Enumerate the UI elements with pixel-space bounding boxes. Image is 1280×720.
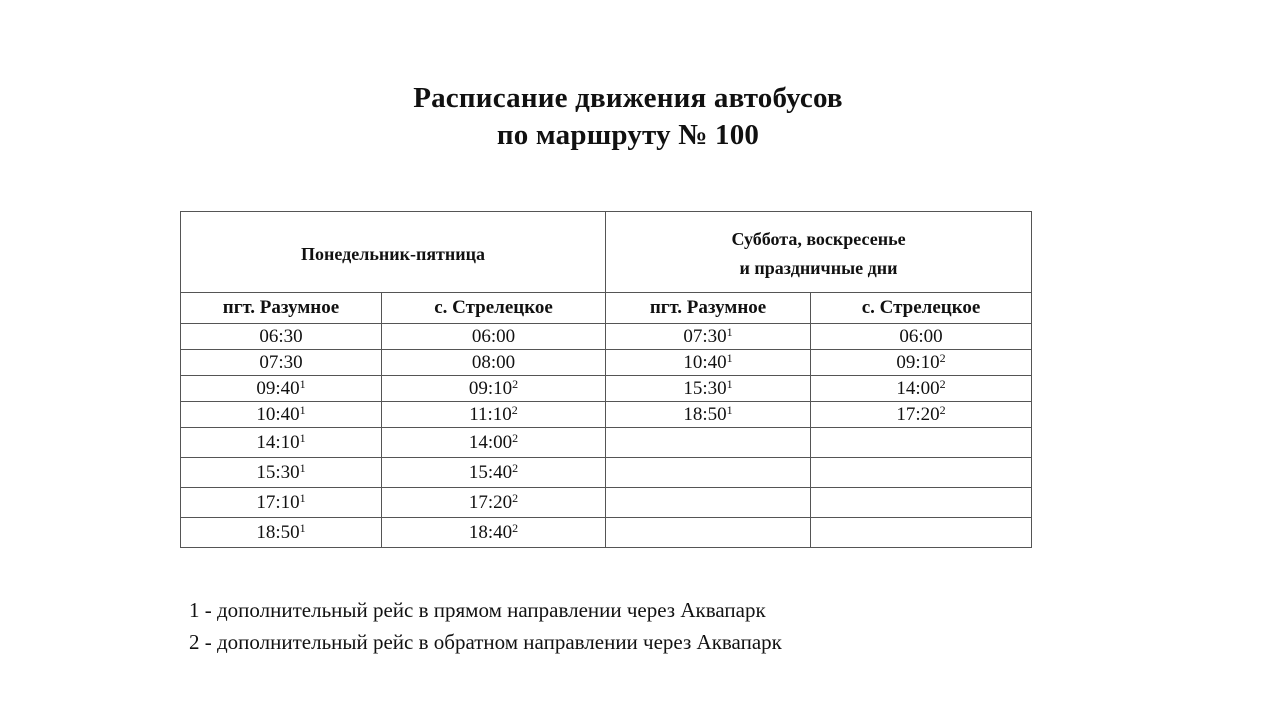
schedule-row [181,402,1032,428]
departure-time: 08:00 [471,351,516,373]
bus-schedule-table [180,211,1032,548]
departure-time: 18:50 [256,521,300,543]
time-cell-weekday-razumnoe [181,458,382,488]
stop-header-weekday-streletskoe: с. Стрелецкое [382,293,606,324]
footnote-marker: 2 [939,402,946,417]
stop-header-row [181,293,1032,324]
time-cell-weekend-streletskoe [811,428,1032,458]
departure-time: 07:30 [683,325,727,347]
footnote-marker: 1 [299,430,306,445]
time-cell-weekend-razumnoe [606,488,811,518]
departure-time: 09:10 [468,377,513,399]
time-cell-weekend-razumnoe [606,350,811,376]
footnote-marker: 1 [726,402,733,417]
schedule-row [181,458,1032,488]
footnote-marker: 1 [299,376,306,391]
departure-time: 10:40 [683,351,727,373]
footnote-marker: 1 [726,376,733,391]
time-cell-weekday-razumnoe [181,428,382,458]
time-cell-weekday-streletskoe [382,488,606,518]
departure-time: 18:40 [468,521,513,543]
time-cell-weekday-streletskoe [382,324,606,350]
time-cell-weekend-razumnoe [606,402,811,428]
footnote-marker: 2 [512,460,519,475]
time-cell-weekend-streletskoe [811,376,1032,402]
schedule-row [181,376,1032,402]
time-cell-weekend-razumnoe [606,324,811,350]
departure-time: 09:40 [256,377,300,399]
time-cell-weekend-streletskoe [811,324,1032,350]
departure-time: 18:50 [683,403,727,425]
time-cell-weekday-streletskoe [382,350,606,376]
footnote-marker: 1 [299,490,306,505]
stop-header-weekend-streletskoe: с. Стрелецкое [811,293,1032,324]
departure-time: 17:20 [896,403,940,425]
departure-time: 15:30 [683,377,727,399]
departure-time: 10:40 [256,403,300,425]
departure-time: 14:10 [256,431,300,453]
footnote-marker: 2 [511,402,518,417]
time-cell-weekend-streletskoe [811,350,1032,376]
page-title-line-2: по маршруту № 100 [496,119,760,151]
time-cell-weekend-razumnoe [606,376,811,402]
departure-time: 17:10 [256,491,300,513]
footnote-marker: 1 [299,460,306,475]
time-cell-weekend-razumnoe [606,518,811,548]
weekday-header: Понедельник-пятница [181,212,606,293]
departure-time: 11:10 [469,403,512,425]
weekend-header [606,212,1032,293]
time-cell-weekday-razumnoe [181,350,382,376]
time-cell-weekday-razumnoe [181,518,382,548]
schedule-row [181,488,1032,518]
time-cell-weekend-streletskoe [811,488,1032,518]
departure-time: 06:00 [471,325,516,347]
time-cell-weekday-streletskoe [382,518,606,548]
departure-time: 15:30 [256,461,300,483]
weekend-header-line-2: и праздничные дни [739,258,898,278]
time-cell-weekend-streletskoe [811,518,1032,548]
footnote-marker: 1 [299,520,306,535]
time-cell-weekday-razumnoe [181,488,382,518]
footnote-marker: 1 [299,402,306,417]
footnote-marker: 2 [512,430,519,445]
stop-header-weekend-razumnoe: пгт. Разумное [606,293,811,324]
schedule-row [181,350,1032,376]
time-cell-weekday-razumnoe [181,402,382,428]
weekend-header-line-1: Суббота, воскресенье [731,229,906,249]
time-cell-weekday-razumnoe [181,324,382,350]
time-cell-weekday-streletskoe [382,376,606,402]
departure-time: 07:30 [259,351,303,373]
footnote-marker: 2 [512,520,519,535]
departure-time: 06:00 [899,325,943,347]
day-group-header-row [181,212,1032,293]
departure-time: 09:10 [896,351,940,373]
footnote-1: 1 - дополнительный рейс в прямом направлении через Аквапарк [189,598,766,622]
time-cell-weekend-razumnoe [606,428,811,458]
time-cell-weekday-streletskoe [382,428,606,458]
footnote-marker: 1 [726,324,733,339]
departure-time: 14:00 [896,377,940,399]
time-cell-weekday-streletskoe [382,402,606,428]
stop-header-weekday-razumnoe: пгт. Разумное [181,293,382,324]
departure-time: 15:40 [468,461,513,483]
schedule-row [181,324,1032,350]
time-cell-weekend-razumnoe [606,458,811,488]
time-cell-weekday-razumnoe [181,376,382,402]
footnote-marker: 2 [512,376,519,391]
schedule-row [181,428,1032,458]
departure-time: 14:00 [468,431,513,453]
footnote-marker: 1 [726,350,733,365]
footnote-marker: 2 [512,490,519,505]
footnotes [189,594,782,658]
time-cell-weekend-streletskoe [811,458,1032,488]
page-title-line-1: Расписание движения автобусов [413,82,843,114]
departure-time: 06:30 [259,325,303,347]
footnote-marker: 2 [939,350,946,365]
schedule-row [181,518,1032,548]
footnote-2: 2 - дополнительный рейс в обратном направлении через Аквапарк [189,630,782,654]
footnote-marker: 2 [939,376,946,391]
departure-time: 17:20 [468,491,513,513]
time-cell-weekday-streletskoe [382,458,606,488]
time-cell-weekend-streletskoe [811,402,1032,428]
